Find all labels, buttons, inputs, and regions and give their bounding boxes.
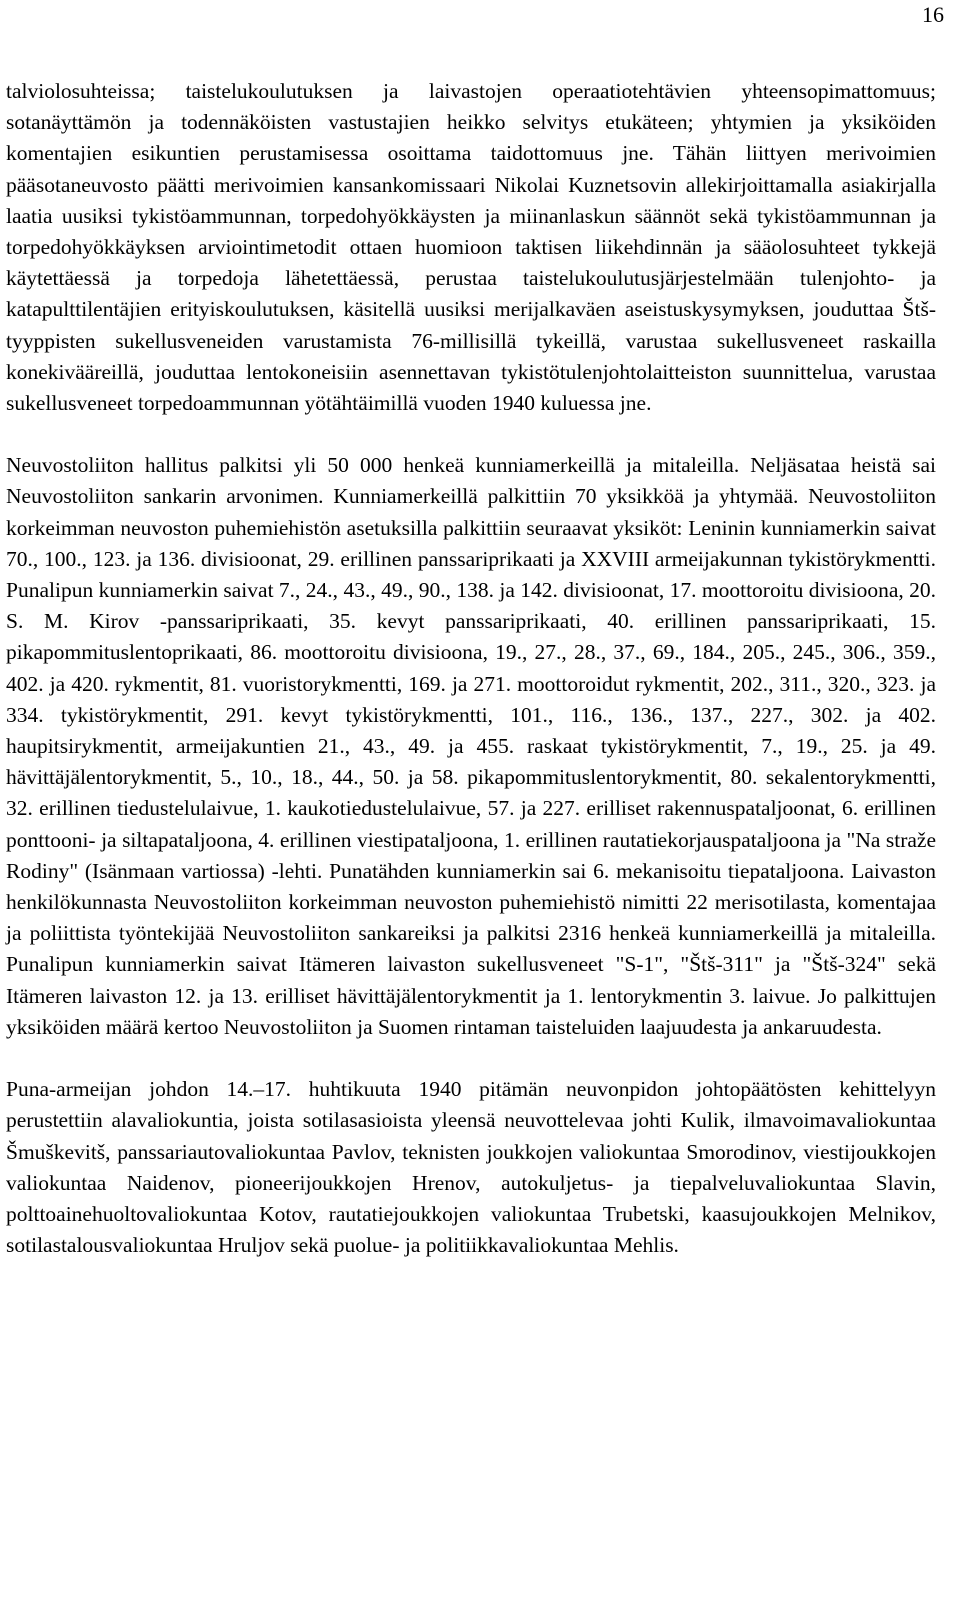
paragraph-3: Puna-armeijan johdon 14.–17. huhtikuuta 1940 pitämän neuvonpidon johtopäätösten kehittelyyn perustettiin alavaliokuntia, joista sotilasasioista yleensä neuvottelevaa johti Kulik, ilmavoimavaliokuntaa Šmuškevitš, panssariautovaliokuntaa Pavlov, teknisten joukkojen valiokuntaa Smorodinov, viestijoukkojen valiokuntaa Naidenov, pioneerijoukkojen Hrenov, autokuljetus- ja tiepalveluvaliokuntaa Slavin, polttoainehuoltovaliokuntaa Kotov, rautatiejoukkojen valiokuntaa Trubetski, kaasujoukkojen Melnikov, sotilastalousvaliokuntaa Hruljov sekä puolue- ja politiikkavaliokuntaa Mehlis. <box>6 1077 936 1258</box>
document-body <box>6 76 936 1261</box>
paragraph-2: Neuvostoliiton hallitus palkitsi yli 50 000 henkeä kunniamerkeillä ja mitaleilla. Neljäsataa heistä sai Neuvostoliiton sankarin arvonimen. Kunniamerkeillä palkittiin 70 yksikköä ja yhtymää. Neuvostoliiton korkeimman neuvoston puhemiehistön asetuksilla palkittiin seuraavat yksiköt: Leninin kunniamerkin saivat 70., 100., 123. ja 136. divisioonat, 29. erillinen panssariprikaati ja XXVIII armeijakunnan tykistörykmentti. Punalipun kunniamerkin saivat 7., 24., 43., 49., 90., 138. ja 142. divisioonat, 17. moottoroitu divisioona, 20. S. M. Kirov -panssariprikaati, 35. kevyt panssariprikaati, 40. erillinen panssariprikaati, 15. pikapommituslentoprikaati, 86. moottoroitu divisioona, 19., 27., 28., 37., 69., 184., 205., 245., 306., 359., 402. ja 420. rykmentit, 81. vuoristorykmentti, 169. ja 271. moottoroidut rykmentit, 202., 311., 320., 323. ja 334. tykistörykmentit, 291. kevyt tykistörykmentti, 101., 116., 136., 137., 227., 302. ja 402. haupitsirykmentit, armeijakuntien 21., 43., 49. ja 455. raskaat tykistörykmentit, 7., 19., 25. ja 49. hävittäjälentorykmentit, 5., 10., 18., 44., 50. ja 58. pikapommituslentorykmentit, 80. sekalentorykmentti, 32. erillinen tiedustelulaivue, 1. kaukotiedustelulaivue, 57. ja 227. erilliset rakennuspataljoonat, 6. erillinen ponttooni- ja siltapataljoona, 4. erillinen viestipataljoona, 1. erillinen rautatiekorjauspataljoona ja "Na straže Rodiny" (Isänmaan vartiossa) -lehti. Punatähden kunniamerkin sai 6. mekanisoitu tiepataljoona. Laivaston henkilökunnasta Neuvostoliiton korkeimman neuvoston puhemiehistö nimitti 22 merisotilasta, komentajaa ja poliittista työntekijää Neuvostoliiton sankareiksi ja palkitsi 2316 henkeä kunniamerkeillä ja mitaleilla. Punalipun kunniamerkin saivat Itämeren laivaston sukellusveneet "S-1", "Štš-311" ja "Štš-324" sekä Itämeren laivaston 12. ja 13. erilliset hävittäjälentorykmentit ja 1. lentorykmentin 3. laivue. Jo palkittujen yksiköiden määrä kertoo Neuvostoliiton ja Suomen rintaman taisteluiden laajuudesta ja ankaruudesta. <box>6 453 936 1039</box>
paragraph-1: talviolosuhteissa; taistelukoulutuksen ja laivastojen operaatiotehtävien yhteensopimattomuus; sotanäyttämön ja todennäköisten vastustajien heikko selvitys etukäteen; yhtymien ja yksiköiden komentajien esikuntien perustamisessa osoittama taidottomuus jne. Tähän liittyen merivoimien pääsotaneuvosto päätti merivoimien kansankomissaari Nikolai Kuznetsovin allekirjoittamalla asiakirjalla laatia uusiksi tykistöammunnan, torpedohyökkäysten ja miinanlaskun säännöt sekä tykistöammunnan ja torpedohyökkäyksen arviointimetodit ottaen huomioon taktisen liikehdinnän ja sääolosuhteet tykkejä käytettäessä ja torpedoja lähetettäessä, perustaa taistelukoulutusjärjestelmään tulenjohto- ja katapulttilentäjien erityiskoulutuksen, käsitellä uusiksi merijalkaväen aseistuskysymyksen, jouduttaa Štš-tyyppisten sukellusveneiden varustamista 76-millisillä tykeillä, varustaa sukellusveneet raskailla konekivääreillä, jouduttaa lentokoneisiin asennettavan tykistötulenjohtolaitteiston suunnittelua, varustaa sukellusveneet torpedoammunnan yötähtäimillä vuoden 1940 kuluessa jne. <box>6 79 936 416</box>
page-number: 16 <box>922 2 944 27</box>
